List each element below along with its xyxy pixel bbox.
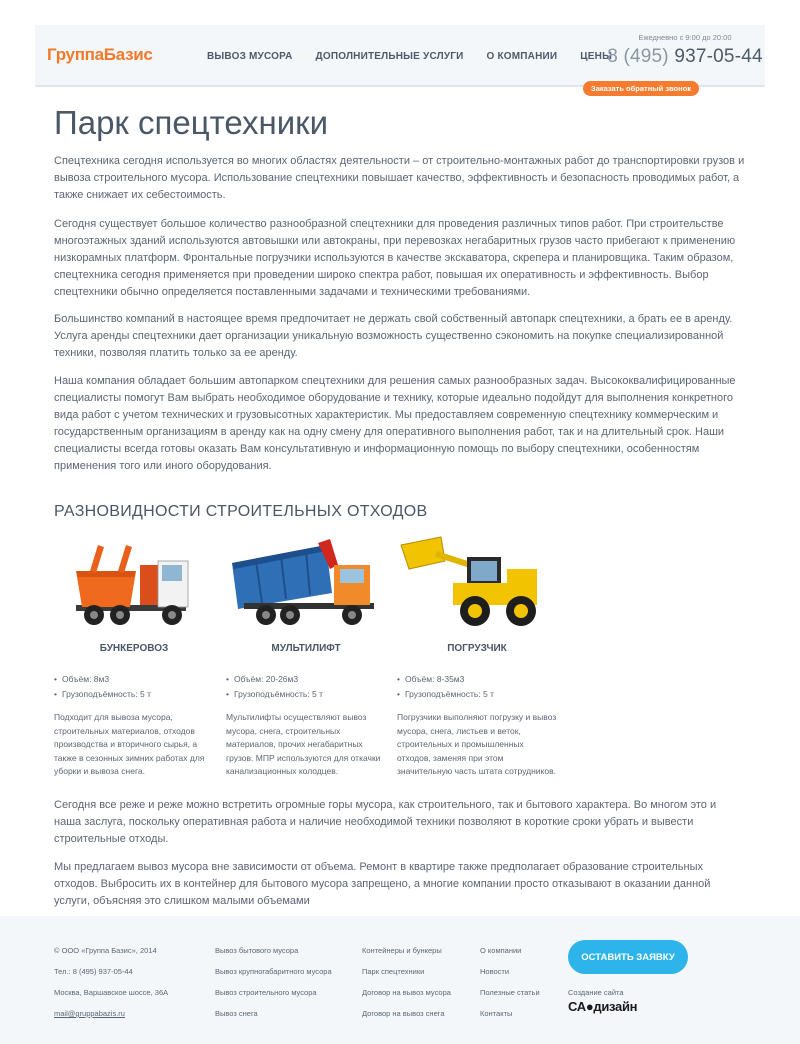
footer-link[interactable]: Вывоз крупногабаритного мусора: [215, 967, 332, 976]
multilift-truck-image: [226, 535, 386, 635]
working-hours: Ежедневно с 9:00 до 20:00: [638, 33, 732, 42]
machine-specs: [54, 672, 214, 702]
footer-link[interactable]: Контакты: [480, 1009, 513, 1018]
footer-link[interactable]: Контейнеры и бункеры: [362, 946, 442, 955]
footer-links-company: [480, 940, 540, 1024]
footer-link[interactable]: О компании: [480, 946, 522, 955]
nav-item-extra-services[interactable]: ДОПОЛНИТЕЛЬНЫЕ УСЛУГИ: [315, 51, 464, 62]
machine-card-loader: [397, 535, 557, 779]
main-nav: [207, 51, 635, 62]
site-footer: [0, 916, 800, 1044]
intro-paragraph-3: Большинство компаний в настоящее время предпочитает не держать свой собственный автопарк спецтехники, а брать ее в аренду. Услуга аренды спецтехники дает организации уникальную возможность существенно сэкономить на покупке специализированной техники, позволяя платить только за ее аренду.: [54, 313, 733, 359]
nav-item-prices[interactable]: ЦЕНЫ: [580, 51, 613, 62]
machine-specs: [397, 672, 557, 702]
intro-paragraph-4: Наша компания обладает большим автопарком спецтехники для решения самых разнообразных задач. Высококвалифицированные специалисты помогут Вам выбрать необходимое оборудование и технику, которые идеально подойдут для выполнения конкретного вида работ с учетом технических и грузовысотных характеристик. Мы предоставляем современную спецтехнику коммерческим и государственным организациям в аренду как на одну смену для оперативного выполнения работ, так и на длительный срок. Наши специалисты всегда готовы оказать Вам консультативную и информационную помощь по выбору спецтехники, особенностям применения того или иного оборудования.: [54, 375, 736, 472]
footer-link[interactable]: Вывоз строительного мусора: [215, 988, 317, 997]
section-title: РАЗНОВИДНОСТИ СТРОИТЕЛЬНЫХ ОТХОДОВ: [54, 503, 428, 520]
machine-volume: • Объём: 8-35м3: [397, 672, 557, 687]
machine-card-bunker: [54, 535, 214, 779]
footer-links-services: [215, 940, 332, 1024]
machine-name: БУНКЕРОВОЗ: [99, 643, 169, 654]
intro-paragraph-1: Спецтехника сегодня используется во многих областях деятельности – от строительно-монтажных работ до транспортировки грузов и вывоза строительного мусора. Использование спецтехники повышает качество, эффективность и безопасность проводимых работ, а также снижает их себестоимость.: [54, 155, 745, 201]
header-contact: [605, 33, 765, 68]
footer-link[interactable]: Вывоз снега: [215, 1009, 258, 1018]
machine-name: МУЛЬТИЛИФТ: [271, 643, 341, 654]
footer-phone[interactable]: Тел.: 8 (495) 937-05-44: [54, 967, 133, 976]
machine-volume: • Объём: 8м3: [54, 672, 214, 687]
machine-description: Подходит для вывоза мусора, строительных материалов, отходов производства и вторичного сырья, а также в сезонных зимних работах для уборки и вывоза снега.: [54, 712, 205, 776]
header-phone[interactable]: [605, 46, 765, 68]
machine-description: Мультилифты осуществляют вывоз мусора, снега, строительных материалов, прочих негабаритных грузов. МПР используются для откачки канализационных колодцев.: [226, 712, 381, 776]
footer-links-equipment: [362, 940, 451, 1024]
footer-company-info: [54, 940, 168, 1024]
wheel-loader-image: [397, 535, 557, 635]
footer-link[interactable]: Договор на вывоз мусора: [362, 988, 451, 997]
machine-volume: • Объём: 20-26м3: [226, 672, 386, 687]
footer-link[interactable]: Полезные статьи: [480, 988, 540, 997]
phone-number: 937-05-44: [674, 46, 763, 67]
machine-capacity: • Грузоподъёмность: 5 т: [397, 687, 557, 702]
skip-loader-truck-image: [54, 535, 214, 635]
machine-capacity: • Грузоподъёмность: 5 т: [226, 687, 386, 702]
leave-request-button[interactable]: ОСТАВИТЬ ЗАЯВКУ: [568, 940, 688, 974]
made-by-label: Создание сайта: [568, 988, 624, 997]
nav-item-waste-removal[interactable]: ВЫВОЗ МУСОРА: [207, 51, 293, 62]
machine-specs: [226, 672, 386, 702]
footer-link[interactable]: Договор на вывоз снега: [362, 1009, 445, 1018]
closing-paragraph-2: Мы предлагаем вывоз мусора вне зависимости от объема. Ремонт в квартире также предполагает образование строительных отходов. Выбросить их в контейнер для бытового мусора запрещено, а многие компании просто отказывают в оказании данной услуги, объясняя это слишком малыми объемами: [54, 861, 711, 907]
machine-card-multilift: [226, 535, 386, 779]
nav-item-about[interactable]: О КОМПАНИИ: [486, 51, 558, 62]
page-title: Парк спецтехники: [54, 104, 329, 141]
machine-description: Погрузчики выполняют погрузку и вывоз мусора, снега, листьев и веток, строительных и промышленных отходов, заменяя при этом значительную часть штата сотрудников.: [397, 712, 557, 776]
footer-link[interactable]: Парк спецтехники: [362, 967, 425, 976]
closing-paragraph-1: Сегодня все реже и реже можно встретить огромные горы мусора, как строительного, так и бытового характера. Во многом это и наша заслуга, поскольку оперативная работа и наличие необходимой техники позволяют в короткие сроки убрать и вывести строительные отходы.: [54, 799, 717, 845]
phone-code: 8 (495): [607, 46, 669, 67]
callback-button[interactable]: Заказать обратный звонок: [583, 81, 699, 96]
footer-email-link[interactable]: mail@gruppabazis.ru: [54, 1009, 125, 1018]
footer-copyright: © ООО «Группа Базис», 2014: [54, 946, 157, 955]
site-logo[interactable]: ГруппаБазис: [47, 45, 153, 64]
studio-logo[interactable]: СА●дизайн: [568, 999, 638, 1014]
site-header: [35, 25, 765, 87]
footer-link[interactable]: Новости: [480, 967, 510, 976]
machine-capacity: • Грузоподъёмность: 5 т: [54, 687, 214, 702]
machine-name: ПОГРУЗЧИК: [447, 643, 507, 654]
footer-link[interactable]: Вывоз бытового мусора: [215, 946, 299, 955]
intro-paragraph-2: Сегодня существует большое количество разнообразной спецтехники для проведения различных типов работ. При строительстве многоэтажных зданий используются автовышки или автокраны, при перевозках негабаритных грузов часто прибегают к применению низкорамных платформ. Фронтальные погрузчики используются в качестве экскаватора, скрепера и планировщика. Таким образом, спецтехника сегодня применяется при проведении широко спектра работ, повышая их оперативность и эффективность. Выбор спецтехники обычно определяется поставленными задачами и техническими требованиями.: [54, 218, 736, 298]
footer-address: Москва, Варшавское шоссе, 36А: [54, 988, 169, 997]
